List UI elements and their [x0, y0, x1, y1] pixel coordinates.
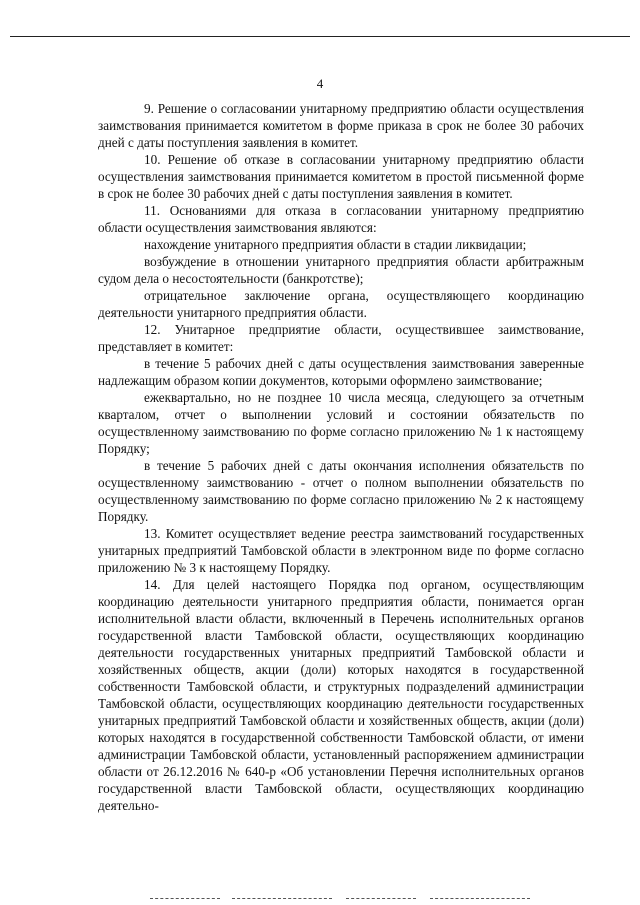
footer-rule: [430, 898, 530, 899]
paragraph-11: 11. Основаниями для отказа в согласовании унитарному предприятию области осуществления заимствования являются:: [98, 203, 584, 235]
page-number: 4: [316, 76, 324, 91]
list-item-negative-conclusion: отрицательное заключение органа, осуществляющего координацию деятельности унитарного предприятия области.: [98, 288, 584, 320]
footer-rule: [232, 898, 332, 899]
list-item-liquidation: нахождение унитарного предприятия области в стадии ликвидации;: [144, 237, 527, 252]
document-body: [98, 100, 584, 814]
paragraph-13: 13. Комитет осуществляет ведение реестра заимствований государственных унитарных предприятий Тамбовской области в электронном виде по форме согласно приложению № 3 к настоящему Порядку.: [98, 526, 584, 575]
header-rule: [10, 36, 630, 37]
paragraph-9: 9. Решение о согласовании унитарному предприятию области осуществления заимствования принимается комитетом в форме приказа в срок не более 30 рабочих дней с даты поступления заявления в комитет.: [98, 101, 584, 150]
list-item-copies: в течение 5 рабочих дней с даты осуществления заимствования заверенные надлежащим образом копии документов, которыми оформлено заимствование;: [98, 356, 584, 388]
paragraph-10: 10. Решение об отказе в согласовании унитарному предприятию области осуществления заимствования принимается комитетом в простой письменной форме в срок не более 30 рабочих дней с даты поступления заявления в комитет.: [98, 152, 584, 201]
paragraph-12: 12. Унитарное предприятие области, осуществившее заимствование, представляет в комитет:: [98, 322, 584, 354]
footer-rule: [150, 898, 220, 899]
list-item-final-report: в течение 5 рабочих дней с даты окончания исполнения обязательств по осуществленному заимствованию - отчет о полном выполнении обязательств по осуществленному заимствованию по форме согласно приложению № 2 к настоящему Порядку.: [98, 458, 584, 524]
list-item-quarterly-report: ежеквартально, но не позднее 10 числа месяца, следующего за отчетным кварталом, отчет о выполнении условий и состоянии обязательств по осуществленному заимствованию по форме согласно приложению № 1 к настоящему Порядку;: [98, 390, 584, 456]
footer-rule: [346, 898, 416, 899]
list-item-bankruptcy: возбуждение в отношении унитарного предприятия области арбитражным судом дела о несостоятельности (банкротстве);: [98, 254, 584, 286]
paragraph-14: 14. Для целей настоящего Порядка под органом, осуществляющим координацию деятельности унитарного предприятия области, понимается орган исполнительной власти области, включенный в Перечень исполнительных органов государственной власти Тамбовской области, осуществляющих координацию деятельности государственных унитарных предприятий Тамбовской области и хозяйственных обществ, акции (доли) которых находятся в государственной собственности Тамбовской области, и структурных подразделений администрации Тамбовской области, осуществляющих координацию деятельности государственных унитарных предприятий Тамбовской области и хозяйственных обществ, акции (доли) которых находятся в государственной собственности Тамбовской области, от имени администрации Тамбовской области, установленный распоряжением администрации области от 26.12.2016 № 640-р «Об установлении Перечня исполнительных органов государственной власти Тамбовской области, осуществляющих координацию деятельно-: [98, 577, 584, 813]
